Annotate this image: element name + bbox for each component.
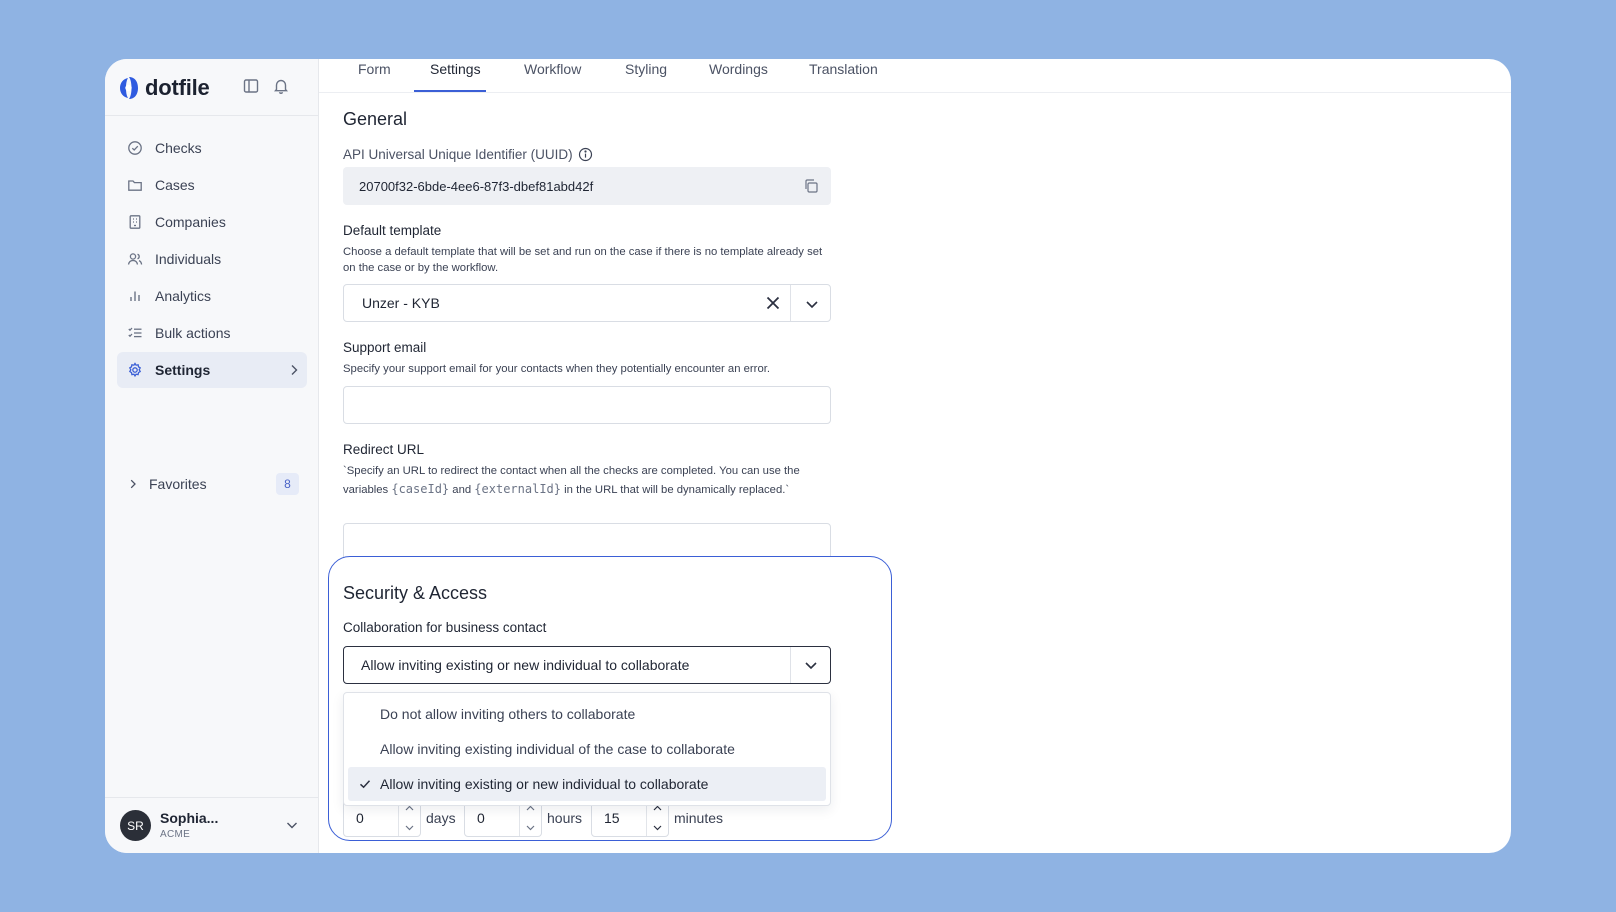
redirect-url-help xyxy=(343,463,828,499)
uuid-label-text: API Universal Unique Identifier (UUID) xyxy=(343,147,573,162)
collaboration-value: Allow inviting existing or new individual to collaborate xyxy=(361,657,690,673)
minutes-value: 15 xyxy=(604,810,620,826)
hours-value: 0 xyxy=(477,810,485,826)
redirect-help-text-1: `Specify an URL to redirect the contact when all the checks are completed. You can use the variables xyxy=(343,465,800,496)
sidebar-favorites[interactable] xyxy=(117,470,307,498)
avatar: SR xyxy=(120,810,151,841)
favorites-count-badge: 8 xyxy=(276,473,299,495)
chevron-right-icon xyxy=(127,478,139,490)
sidebar-item-checks[interactable] xyxy=(117,130,307,166)
copy-icon[interactable] xyxy=(803,178,819,194)
sidebar xyxy=(105,59,319,853)
gear-icon xyxy=(127,362,143,378)
default-template-select[interactable] xyxy=(343,284,831,322)
tab-workflow[interactable]: Workflow xyxy=(524,61,582,77)
collaboration-option[interactable]: Do not allow inviting others to collaborate xyxy=(380,706,636,722)
days-value: 0 xyxy=(356,810,364,826)
user-org: ACME xyxy=(160,829,191,840)
sidebar-item-bulk-actions[interactable] xyxy=(117,315,307,351)
sidebar-item-settings[interactable] xyxy=(117,352,307,388)
collaboration-dropdown-menu xyxy=(343,692,831,806)
sidebar-item-label: Checks xyxy=(155,140,202,156)
bell-icon[interactable] xyxy=(272,77,290,95)
sidebar-item-label: Settings xyxy=(155,362,211,378)
tab-translation[interactable]: Translation xyxy=(809,61,878,77)
chevron-down-icon xyxy=(285,818,299,832)
brand-name: dotfile xyxy=(145,75,210,100)
sidebar-item-analytics[interactable] xyxy=(117,278,307,314)
default-template-label: Default template xyxy=(343,223,442,238)
building-icon xyxy=(127,214,143,230)
sidebar-item-label: Companies xyxy=(155,214,226,230)
chevron-down-icon[interactable] xyxy=(525,822,536,833)
chevron-down-icon[interactable] xyxy=(652,822,663,833)
uuid-value: 20700f32-6bde-4ee6-87f3-dbef81abd42f xyxy=(359,178,594,194)
support-email-input[interactable] xyxy=(343,386,831,424)
tab-form[interactable]: Form xyxy=(358,61,391,77)
sidebar-item-label: Analytics xyxy=(155,288,212,304)
support-email-label: Support email xyxy=(343,340,427,355)
bar-chart-icon xyxy=(127,288,143,304)
tab-bar xyxy=(319,59,1511,93)
variable-case-id: {caseId} xyxy=(391,481,450,496)
sidebar-nav xyxy=(117,130,307,389)
sidebar-item-label: Bulk actions xyxy=(155,325,231,341)
days-unit: days xyxy=(426,810,456,826)
collaboration-option[interactable]: Allow inviting existing individual of the case to collaborate xyxy=(380,741,735,757)
active-tab-indicator xyxy=(414,90,486,92)
collaboration-option-label: Allow inviting existing or new individual to collaborate xyxy=(380,776,709,792)
list-check-icon xyxy=(127,325,143,341)
chevron-down-icon[interactable] xyxy=(404,822,415,833)
users-icon xyxy=(127,251,143,267)
uuid-label xyxy=(343,147,593,162)
variable-external-id: {externalId} xyxy=(474,481,561,496)
brand[interactable] xyxy=(119,73,210,103)
info-icon[interactable] xyxy=(578,147,593,162)
sidebar-toggle-icon[interactable] xyxy=(242,77,260,95)
collaboration-label: Collaboration for business contact xyxy=(343,620,547,635)
sidebar-item-companies[interactable] xyxy=(117,204,307,240)
favorites-label: Favorites xyxy=(149,476,207,492)
tab-styling[interactable]: Styling xyxy=(625,61,668,77)
redirect-url-label: Redirect URL xyxy=(343,442,425,457)
hours-unit: hours xyxy=(547,810,583,826)
check-circle-icon xyxy=(127,140,143,156)
select-separator xyxy=(790,647,791,683)
section-title-general: General xyxy=(343,109,408,129)
close-icon[interactable] xyxy=(765,295,781,311)
sidebar-item-label: Cases xyxy=(155,177,195,193)
collaboration-option-selected[interactable] xyxy=(348,767,826,801)
chevron-down-icon[interactable] xyxy=(803,657,819,673)
uuid-field xyxy=(343,167,831,205)
redirect-help-text-2: and xyxy=(449,483,475,496)
support-email-help: Specify your support email for your contacts when they potentially encounter an error. xyxy=(343,363,770,375)
user-name: Sophia... xyxy=(160,810,219,826)
folder-icon xyxy=(127,177,143,193)
tab-wordings[interactable]: Wordings xyxy=(709,61,768,77)
dotfile-logo-icon xyxy=(119,76,139,100)
redirect-help-text-3: in the URL that will be dynamically replaced.` xyxy=(561,483,790,496)
default-template-value: Unzer - KYB xyxy=(362,295,440,311)
user-menu[interactable] xyxy=(105,797,318,853)
tab-settings[interactable]: Settings xyxy=(430,61,481,77)
select-separator xyxy=(790,285,791,321)
chevron-right-icon xyxy=(287,363,301,377)
default-template-help: Choose a default template that will be set and run on the case if there is no template already set on the case or by the workflow. xyxy=(343,246,823,274)
check-icon xyxy=(358,777,372,791)
chevron-down-icon[interactable] xyxy=(804,296,820,312)
sidebar-item-cases[interactable] xyxy=(117,167,307,203)
sidebar-divider xyxy=(105,115,318,116)
section-title-security: Security & Access xyxy=(343,583,488,603)
collaboration-select[interactable] xyxy=(343,646,831,684)
sidebar-item-label: Individuals xyxy=(155,251,222,267)
sidebar-item-individuals[interactable] xyxy=(117,241,307,277)
minutes-unit: minutes xyxy=(674,810,724,826)
